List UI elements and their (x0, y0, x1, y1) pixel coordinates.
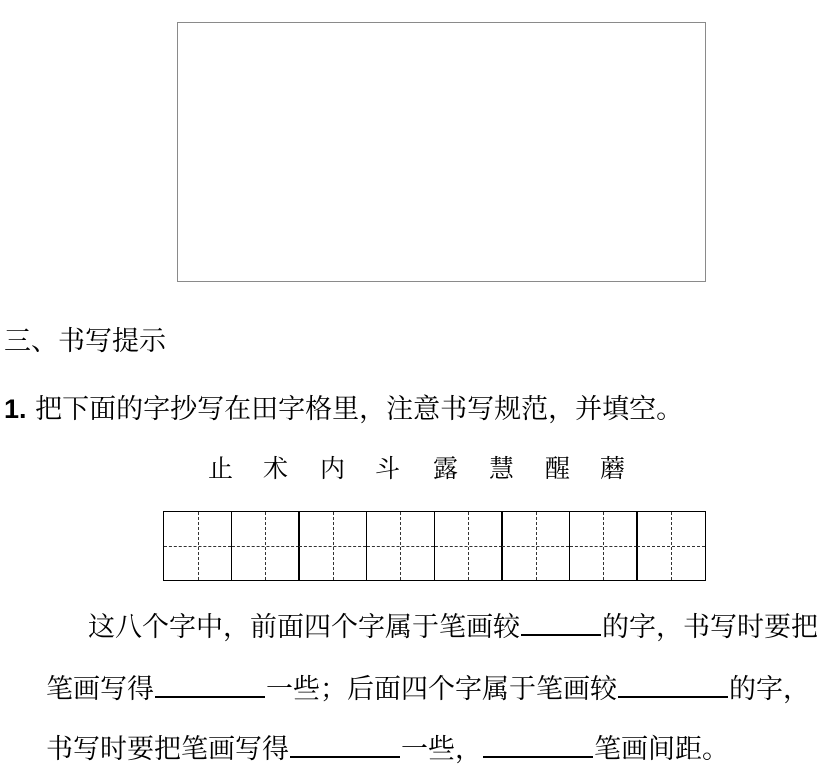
section-heading: 三、书写提示 (4, 326, 166, 357)
fill-blank-2[interactable] (155, 666, 265, 698)
character: 醒 (545, 454, 571, 483)
paragraph-line-1 (88, 604, 818, 648)
tianzige-cell[interactable] (163, 511, 232, 581)
tianzige-cell[interactable] (366, 511, 435, 581)
question-1 (4, 389, 683, 430)
tianzige-cell[interactable] (569, 511, 638, 581)
tianzige-grid (163, 511, 716, 581)
fill-blank-5[interactable] (483, 726, 593, 758)
paragraph-text: 这八个字中，前面四个字属于笔画较 (88, 612, 520, 643)
paragraph-text: 一些；后面四个字属于笔画较 (266, 674, 617, 705)
image-placeholder-frame (177, 22, 706, 282)
paragraph-line-3 (46, 726, 729, 770)
paragraph-text: 笔画写得 (46, 674, 154, 705)
character: 露 (433, 454, 459, 483)
tianzige-cell[interactable] (434, 511, 503, 581)
fill-blank-3[interactable] (618, 666, 728, 698)
character: 蘑 (600, 454, 626, 483)
fill-blank-1[interactable] (521, 604, 601, 636)
paragraph-text: 书写时要把笔画写得 (46, 734, 289, 765)
paragraph-text: 的字， (729, 674, 810, 705)
character: 斗 (375, 454, 401, 483)
paragraph-line-2 (46, 666, 810, 710)
character: 内 (320, 454, 346, 483)
tianzige-cell[interactable] (298, 511, 367, 581)
tianzige-cell[interactable] (501, 511, 570, 581)
character: 止 (208, 454, 234, 483)
paragraph-text: 笔画间距。 (594, 734, 729, 765)
tianzige-cell[interactable] (231, 511, 300, 581)
question-number: 1. (4, 394, 27, 424)
paragraph-text: 的字，书写时要把 (602, 612, 818, 643)
fill-blank-4[interactable] (290, 726, 400, 758)
character: 术 (263, 454, 289, 483)
character: 慧 (489, 454, 515, 483)
question-text: 把下面的字抄写在田字格里，注意书写规范，并填空。 (35, 394, 684, 425)
tianzige-cell[interactable] (636, 511, 705, 581)
paragraph-text: 一些， (401, 734, 482, 765)
